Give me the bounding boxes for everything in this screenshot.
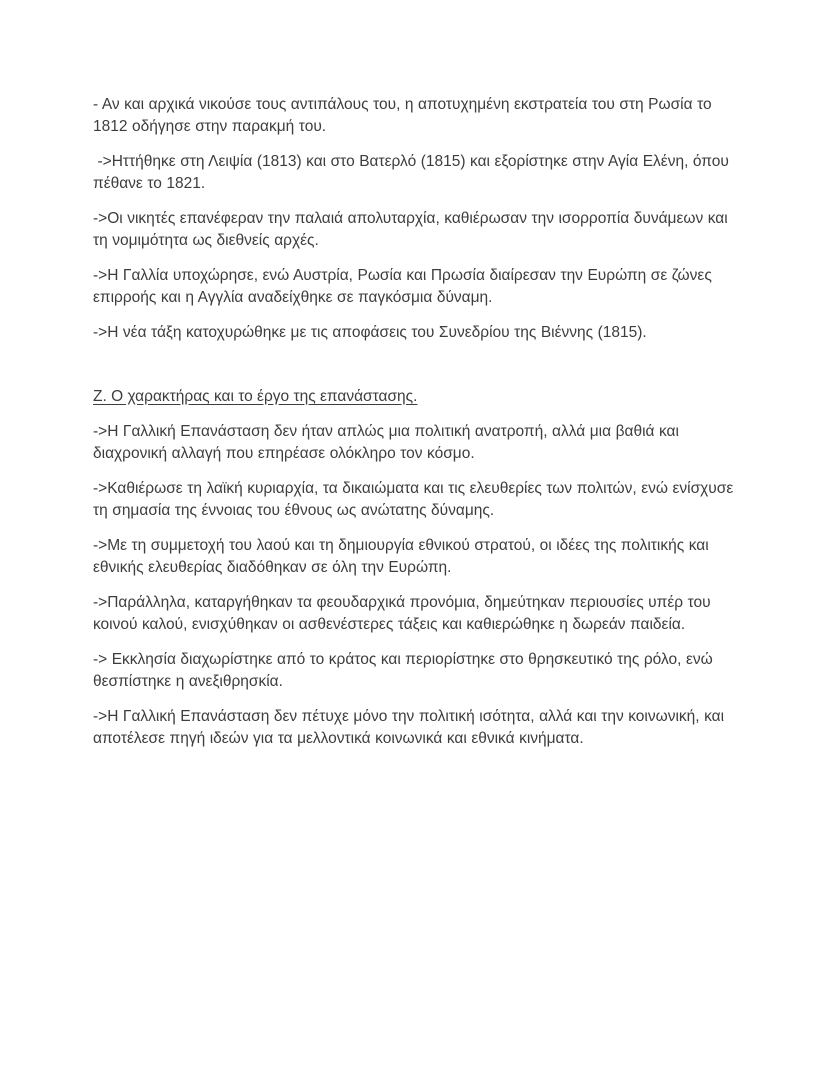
paragraph-national-army: ->Με τη συμμετοχή του λαού και τη δημιουργία εθνικού στρατού, οι ιδέες της πολιτικής και εθνικής ελευθερίας διαδόθηκαν σε όλη την Ευρώπη.	[93, 537, 714, 576]
document-body	[93, 94, 741, 749]
paragraph-deep-change: ->Η Γαλλική Επανάσταση δεν ήταν απλώς μια πολιτική ανατροπή, αλλά μια βαθιά και διαχρονική αλλαγή που επηρέασε ολόκληρο τον κόσμο.	[93, 423, 684, 462]
paragraph-political-social-equality: ->Η Γαλλική Επανάσταση δεν πέτυχε μόνο την πολιτική ισότητα, αλλά και την κοινωνική, και αποτέλεσε πηγή ιδεών για τα μελλοντικά κοινωνικά και εθνικά κινήματα.	[93, 708, 729, 747]
paragraph-congress-vienna: ->Η νέα τάξη κατοχυρώθηκε με τις αποφάσεις του Συνεδρίου της Βιέννης (1815).	[93, 324, 647, 341]
section-napoleon-fall	[93, 94, 741, 344]
paragraph-popular-sovereignty: ->Καθιέρωσε τη λαϊκή κυριαρχία, τα δικαιώματα και τις ελευθερίες των πολιτών, ενώ ενίσχυσε τη σημασία της έννοιας του έθνους ως ανώτατης δύναμης.	[93, 480, 738, 519]
section-revolution-character	[93, 421, 741, 749]
paragraph-napoleon-russia: - Αν και αρχικά νικούσε τους αντιπάλους του, η αποτυχημένη εκστρατεία του στη Ρωσία το 1812 οδήγησε στην παρακμή του.	[93, 96, 717, 135]
paragraph-church-state: -> Εκκλησία διαχωρίστηκε από το κράτος και περιορίστηκε στο θρησκευτικό της ρόλο, ενώ θεσπίστηκε η ανεξιθρησκία.	[93, 651, 718, 690]
paragraph-victors-restoration: ->Οι νικητές επανέφεραν την παλαιά απολυταρχία, καθιέρωσαν την ισορροπία δυνάμεων και τη νομιμότητα ως διεθνείς αρχές.	[93, 210, 733, 249]
paragraph-feudal-privileges: ->Παράλληλα, καταργήθηκαν τα φεουδαρχικά προνόμια, δημεύτηκαν περιουσίες υπέρ του κοινού καλού, ενισχύθηκαν οι ασθενέστερες τάξεις και καθιερώθηκε η δωρεάν παιδεία.	[93, 594, 716, 633]
section-heading-revolution-character: Ζ. Ο χαρακτήρας και το έργο της επανάστασης.	[93, 387, 418, 405]
paragraph-leipzig-waterloo: ->Ηττήθηκε στη Λειψία (1813) και στο Βατερλό (1815) και εξορίστηκε στην Αγία Ελένη, όπου πέθανε το 1821.	[93, 153, 734, 192]
paragraph-france-retreat: ->Η Γαλλία υποχώρησε, ενώ Αυστρία, Ρωσία και Πρωσία διαίρεσαν την Ευρώπη σε ζώνες επιρροής και η Αγγλία αναδείχθηκε σε παγκόσμια δύναμη.	[93, 267, 717, 306]
